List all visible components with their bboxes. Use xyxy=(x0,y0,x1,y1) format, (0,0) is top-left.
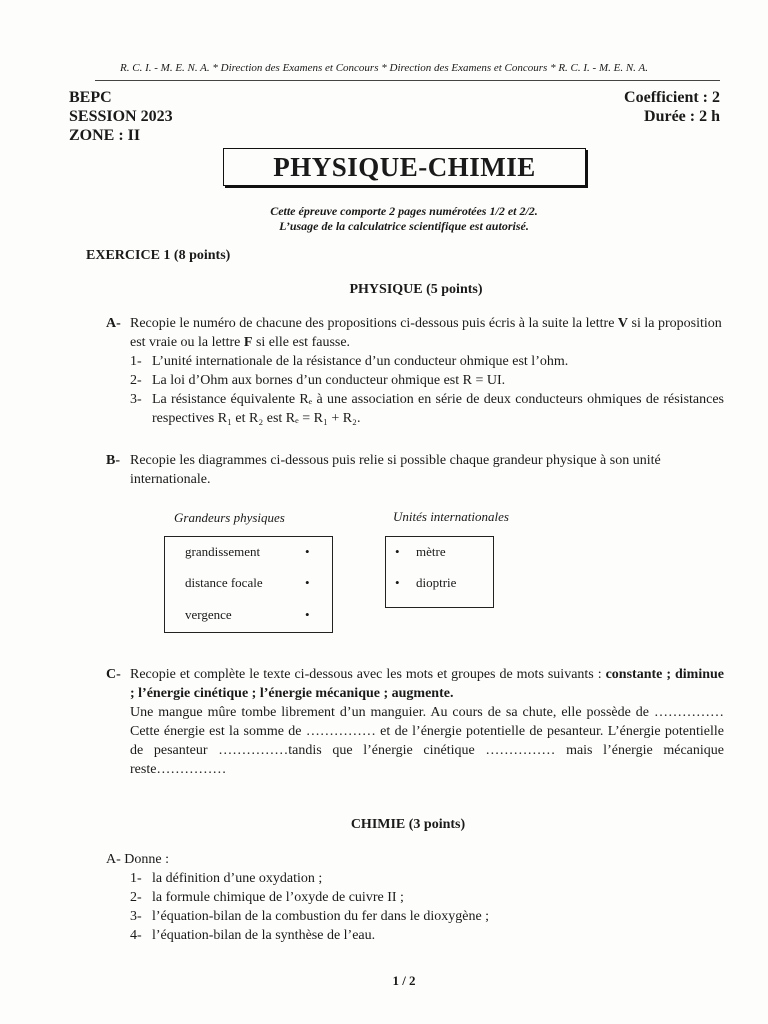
chimie-part-a xyxy=(106,850,724,945)
list-item xyxy=(106,869,724,888)
physique-title: PHYSIQUE (5 points) xyxy=(349,282,483,297)
quantity-grandissement: grandissement xyxy=(185,544,261,559)
item-number: 2- xyxy=(130,890,142,905)
bullet-dot: • xyxy=(305,607,310,622)
quantities-box xyxy=(164,536,333,633)
exam-zone: ZONE : II xyxy=(69,127,141,144)
part-b-instruction: Recopie les diagrammes ci-dessous puis relie si possible chaque grandeur physique à son unité internationale. xyxy=(130,453,661,487)
subject-title-text: PHYSIQUE-CHIMIE xyxy=(273,151,536,182)
bullet-dot: • xyxy=(395,544,400,559)
exam-info xyxy=(69,88,173,145)
physique-part-b xyxy=(106,451,724,489)
exercise-title: EXERCICE 1 (8 points) xyxy=(86,248,231,263)
letter-f: F xyxy=(243,335,253,350)
chimie-title: CHIMIE (3 points) xyxy=(350,817,466,832)
item-text: la définition d’une oxydation ; xyxy=(152,871,323,886)
list-item xyxy=(106,907,724,926)
physique-part-c xyxy=(106,665,724,779)
list-item xyxy=(106,390,724,428)
unit-metre: mètre xyxy=(416,544,446,559)
part-c-instruction xyxy=(106,665,724,703)
exam-weights xyxy=(624,88,720,126)
part-b-letter: B- xyxy=(106,453,120,468)
bullet-dot: • xyxy=(305,575,310,590)
part-a-instruction xyxy=(106,314,724,352)
chimie-intro: A- Donne : xyxy=(106,852,169,867)
note-pages: Cette épreuve comporte 2 pages numérotées 1/2 et 2/2. xyxy=(270,204,538,218)
bullet-dot: • xyxy=(305,544,310,559)
word-list: constante ; diminue ; l’énergie cinétique ; l’énergie mécanique ; augmente. xyxy=(130,667,724,701)
exam-notes xyxy=(0,204,768,234)
instruction-text: Recopie le numéro de chacune des propositions ci-dessous puis écris à la suite la lettre xyxy=(130,316,618,331)
units-box xyxy=(385,536,494,608)
instruction-text: si la proposition est vraie ou la lettre xyxy=(130,316,722,350)
item-text: la formule chimique de l’oxyde de cuivre II ; xyxy=(152,890,404,905)
unit-dioptrie: dioptrie xyxy=(416,575,457,590)
subject-title xyxy=(223,148,586,186)
instruction-text: si elle est fausse. xyxy=(252,335,351,350)
part-c-letter: C- xyxy=(106,667,121,682)
item-number: 3- xyxy=(130,392,142,407)
page-number: 1 / 2 xyxy=(392,973,416,988)
list-item xyxy=(106,926,724,945)
letter-v: V xyxy=(617,316,629,331)
part-a-letter: A- xyxy=(106,316,121,331)
item-number: 3- xyxy=(130,909,142,924)
part-a-list xyxy=(106,352,724,428)
item-number: 1- xyxy=(130,871,142,886)
exam-name: BEPC xyxy=(69,89,112,106)
item-text: l’équation-bilan de la synthèse de l’eau. xyxy=(152,928,376,943)
item-number: 4- xyxy=(130,928,142,943)
list-item xyxy=(106,352,724,371)
institution-header: R. C. I. - M. E. N. A. * Direction des Examens et Concours * Direction des Examens et Concours * R. C. I. - M. E. N. A. xyxy=(120,62,648,74)
item-number: 2- xyxy=(130,373,142,388)
exam-session: SESSION 2023 xyxy=(69,108,173,125)
duration: Durée : 2 h xyxy=(644,108,720,125)
item-text: l’équation-bilan de la combustion du fer dans le dioxygène ; xyxy=(152,909,490,924)
physique-part-a xyxy=(106,314,724,428)
chimie-list xyxy=(106,869,724,945)
coefficient: Coefficient : 2 xyxy=(624,89,720,106)
list-item xyxy=(106,888,724,907)
item-text: La résistance équivalente Rₑ à une association en série de deux conducteurs ohmiques de résistances respectives R₁ et R₂ est Rₑ = R₁ + R₂. xyxy=(152,392,724,426)
bullet-dot: • xyxy=(395,575,400,590)
item-number: 1- xyxy=(130,354,142,369)
list-item xyxy=(106,371,724,390)
quantity-distance-focale: distance focale xyxy=(185,575,263,590)
item-text: L’unité internationale de la résistance d’un conducteur ohmique est l’ohm. xyxy=(152,354,569,369)
item-text: La loi d’Ohm aux bornes d’un conducteur ohmique est R = UI. xyxy=(152,373,506,388)
header-rule xyxy=(95,80,720,81)
part-c-paragraph: Une mangue mûre tombe librement d’un manguier. Au cours de sa chute, elle possède de …………… Cette énergie est la somme de …………… et de l’énergie potentielle de pesanteur. L’énergie potentielle de pesanteur ……………tandis que l’énergie cinétique …………… mais l’énergie mécanique reste…………… xyxy=(130,705,724,777)
note-calculator: L’usage de la calculatrice scientifique est autorisé. xyxy=(279,219,529,233)
instruction-text: Recopie et complète le texte ci-dessous avec les mots et groupes de mots suivants : xyxy=(130,667,606,682)
quantities-caption: Grandeurs physiques xyxy=(174,510,285,525)
units-caption: Unités internationales xyxy=(393,509,509,524)
quantity-vergence: vergence xyxy=(185,607,232,622)
